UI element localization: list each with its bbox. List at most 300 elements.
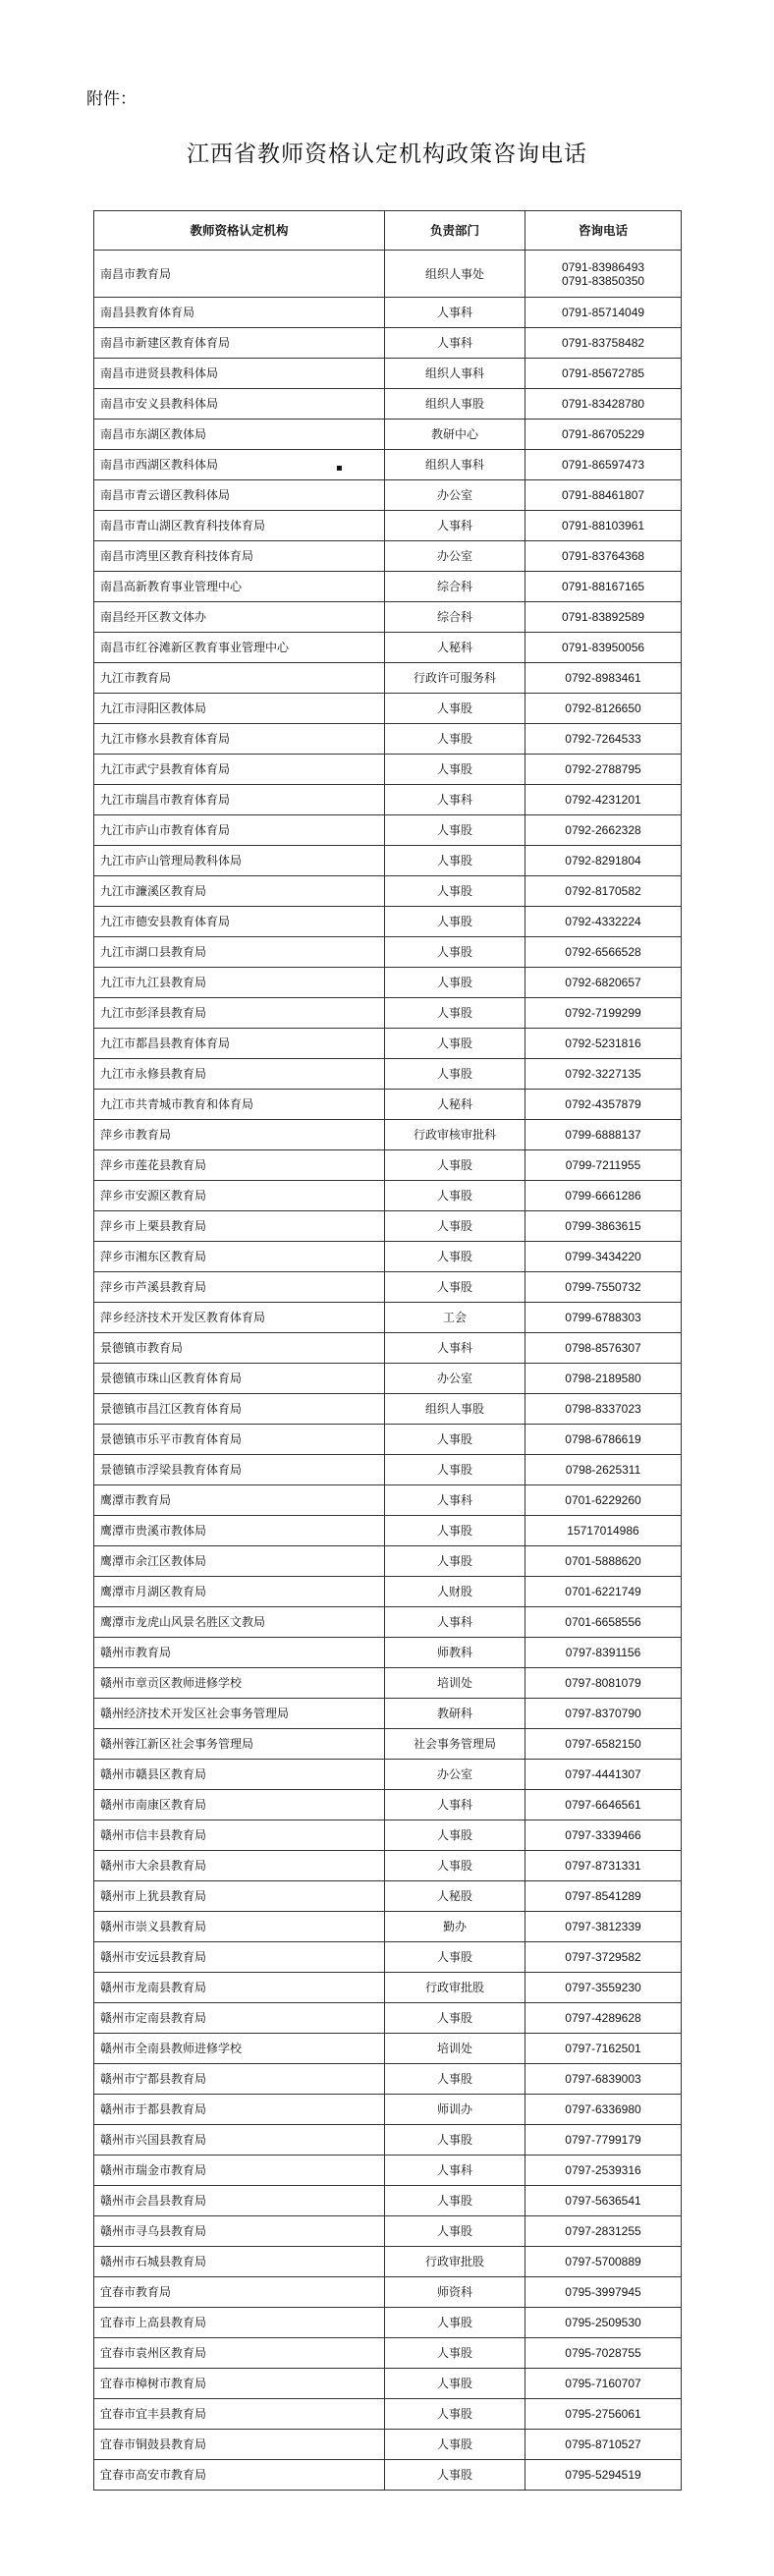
- table-row: [94, 1242, 682, 1272]
- dept-cell: 人财股: [385, 1577, 525, 1607]
- phone-cell: 0798-8576307: [525, 1333, 682, 1364]
- dept-cell: 人事股: [385, 2125, 525, 2156]
- phone-cell: 0792-6566528: [525, 937, 682, 968]
- dept-cell: 人事股: [385, 1059, 525, 1090]
- org-cell: 鹰潭市余江区教体局: [94, 1546, 385, 1577]
- dept-cell: 人事股: [385, 1516, 525, 1546]
- dept-cell: 行政许可服务科: [385, 663, 525, 694]
- phone-cell: 0797-8391156: [525, 1638, 682, 1668]
- dept-cell: 培训处: [385, 1668, 525, 1699]
- phone-cell: 0799-3863615: [525, 1211, 682, 1242]
- org-cell: 南昌市新建区教育体育局: [94, 328, 385, 359]
- table-row: [94, 1364, 682, 1394]
- phone-cell: 0797-2539316: [525, 2156, 682, 2186]
- phone-cell: 0797-2831255: [525, 2216, 682, 2247]
- dept-cell: 人事科: [385, 1790, 525, 1820]
- org-cell: 南昌市湾里区教育科技体育局: [94, 541, 385, 572]
- dept-cell: 师训办: [385, 2095, 525, 2125]
- dept-cell: 人事股: [385, 694, 525, 724]
- org-cell: 南昌经开区教文体办: [94, 602, 385, 633]
- table-row: [94, 1638, 682, 1668]
- table-row: [94, 2460, 682, 2491]
- table-row: [94, 2186, 682, 2216]
- header-dept: 负责部门: [385, 211, 525, 251]
- dept-cell: 人事科: [385, 1333, 525, 1364]
- phone-cell: 0791-83428780: [525, 389, 682, 420]
- phone-cell: 0792-8291804: [525, 846, 682, 876]
- table-row: [94, 694, 682, 724]
- table-row: [94, 328, 682, 359]
- dept-cell: 人事股: [385, 1181, 525, 1211]
- phone-cell: 0792-8126650: [525, 694, 682, 724]
- dept-cell: 社会事务管理局: [385, 1729, 525, 1760]
- dept-cell: 人秘科: [385, 1090, 525, 1120]
- table-row: [94, 1546, 682, 1577]
- org-cell: 鹰潭市龙虎山风景名胜区文教局: [94, 1607, 385, 1638]
- phone-cell: 0791-83986493 0791-83850350: [525, 251, 682, 298]
- phone-cell: 0799-7550732: [525, 1272, 682, 1303]
- org-cell: 赣州市于都县教育局: [94, 2095, 385, 2125]
- org-cell: 赣州市章贡区教师进修学校: [94, 1668, 385, 1699]
- phone-cell: 0795-7028755: [525, 2338, 682, 2369]
- phone-cell: 0792-4332224: [525, 907, 682, 937]
- table-row: [94, 1455, 682, 1485]
- phone-cell: 0797-5700889: [525, 2247, 682, 2277]
- phone-cell: 0797-7799179: [525, 2125, 682, 2156]
- phone-cell: 0797-5636541: [525, 2186, 682, 2216]
- org-cell: 赣州市寻乌县教育局: [94, 2216, 385, 2247]
- table-row: [94, 2034, 682, 2064]
- table-row: [94, 2064, 682, 2095]
- org-cell: 赣州市教育局: [94, 1638, 385, 1668]
- dept-cell: 办公室: [385, 480, 525, 511]
- phone-cell: 0792-4357879: [525, 1090, 682, 1120]
- org-cell: 赣州市瑞金市教育局: [94, 2156, 385, 2186]
- phone-cell: 0795-3997945: [525, 2277, 682, 2308]
- org-cell: 景德镇市浮梁县教育体育局: [94, 1455, 385, 1485]
- phone-cell: 0792-2788795: [525, 755, 682, 785]
- dept-cell: 人事股: [385, 937, 525, 968]
- dept-cell: 人事股: [385, 846, 525, 876]
- phone-cell: 0792-8170582: [525, 876, 682, 907]
- org-cell: 南昌市红谷滩新区教育事业管理中心: [94, 633, 385, 663]
- table-row: [94, 785, 682, 815]
- dept-cell: 人事股: [385, 2186, 525, 2216]
- org-cell: 九江市瑞昌市教育体育局: [94, 785, 385, 815]
- dept-cell: 行政审核审批科: [385, 1120, 525, 1150]
- phone-cell: 0701-6658556: [525, 1607, 682, 1638]
- table-row: [94, 2216, 682, 2247]
- phone-cell: 0799-6661286: [525, 1181, 682, 1211]
- org-cell: 赣州市上犹县教育局: [94, 1881, 385, 1912]
- dept-cell: 人事股: [385, 815, 525, 846]
- dept-cell: 培训处: [385, 2034, 525, 2064]
- org-cell: 南昌高新教育事业管理中心: [94, 572, 385, 602]
- table-row: [94, 846, 682, 876]
- table-row: [94, 2399, 682, 2430]
- org-cell: 萍乡市莲花县教育局: [94, 1150, 385, 1181]
- dept-cell: 勤办: [385, 1912, 525, 1942]
- org-cell: 赣州市信丰县教育局: [94, 1820, 385, 1851]
- table-row: [94, 2247, 682, 2277]
- dept-cell: 人事股: [385, 907, 525, 937]
- phone-cell: 0798-2625311: [525, 1455, 682, 1485]
- table-row: [94, 1059, 682, 1090]
- org-cell: 九江市永修县教育局: [94, 1059, 385, 1090]
- phone-cell: 0797-3812339: [525, 1912, 682, 1942]
- table-row: [94, 2308, 682, 2338]
- phone-cell: 0791-83950056: [525, 633, 682, 663]
- dept-cell: 办公室: [385, 541, 525, 572]
- org-cell: 赣州市赣县区教育局: [94, 1760, 385, 1790]
- dept-cell: 人事股: [385, 2369, 525, 2399]
- table-row: [94, 1029, 682, 1059]
- org-cell: 赣州市会昌县教育局: [94, 2186, 385, 2216]
- org-cell: 宜春市铜鼓县教育局: [94, 2430, 385, 2460]
- phone-cell: 0797-8731331: [525, 1851, 682, 1881]
- org-cell: 景德镇市珠山区教育体育局: [94, 1364, 385, 1394]
- contact-table: [93, 210, 682, 2491]
- org-cell: 鹰潭市月湖区教育局: [94, 1577, 385, 1607]
- table-row: [94, 298, 682, 328]
- phone-cell: 0797-8081079: [525, 1668, 682, 1699]
- table-row: [94, 1425, 682, 1455]
- org-cell: 九江市德安县教育体育局: [94, 907, 385, 937]
- table-row: [94, 480, 682, 511]
- org-cell: 南昌市东湖区教体局: [94, 420, 385, 450]
- org-cell: 萍乡市湘东区教育局: [94, 1242, 385, 1272]
- phone-cell: 0799-3434220: [525, 1242, 682, 1272]
- org-cell: 萍乡市芦溪县教育局: [94, 1272, 385, 1303]
- org-cell: 萍乡市安源区教育局: [94, 1181, 385, 1211]
- org-cell: 南昌市青云谱区教科体局: [94, 480, 385, 511]
- table-row: [94, 1577, 682, 1607]
- table-row: [94, 1516, 682, 1546]
- org-cell: 宜春市袁州区教育局: [94, 2338, 385, 2369]
- dept-cell: 人事股: [385, 1272, 525, 1303]
- dept-cell: 人事股: [385, 1242, 525, 1272]
- org-cell: 萍乡市上栗县教育局: [94, 1211, 385, 1242]
- org-cell: 赣州蓉江新区社会事务管理局: [94, 1729, 385, 1760]
- phone-cell: 0797-6839003: [525, 2064, 682, 2095]
- table-row: [94, 907, 682, 937]
- dept-cell: 师资科: [385, 2277, 525, 2308]
- org-cell: 赣州市全南县教师进修学校: [94, 2034, 385, 2064]
- org-cell: 九江市都昌县教育体育局: [94, 1029, 385, 1059]
- table-row: [94, 876, 682, 907]
- org-cell: 南昌市西湖区教科体局: [94, 450, 385, 480]
- phone-cell: 0798-8337023: [525, 1394, 682, 1425]
- phone-cell: 0797-4289628: [525, 2003, 682, 2034]
- dept-cell: 组织人事科: [385, 359, 525, 389]
- org-cell: 赣州市宁都县教育局: [94, 2064, 385, 2095]
- phone-cell: 0799-7211955: [525, 1150, 682, 1181]
- org-cell: 鹰潭市贵溪市教体局: [94, 1516, 385, 1546]
- org-cell: 南昌市青山湖区教育科技体育局: [94, 511, 385, 541]
- table-row: [94, 511, 682, 541]
- dept-cell: 教研科: [385, 1699, 525, 1729]
- org-cell: 赣州市崇义县教育局: [94, 1912, 385, 1942]
- dept-cell: 人事股: [385, 876, 525, 907]
- stray-mark: ▪: [336, 463, 343, 474]
- table-row: [94, 359, 682, 389]
- dept-cell: 人秘股: [385, 1881, 525, 1912]
- org-cell: 南昌市教育局: [94, 251, 385, 298]
- table-row: [94, 2156, 682, 2186]
- table-row: [94, 1485, 682, 1516]
- phone-cell: 0795-5294519: [525, 2460, 682, 2491]
- dept-cell: 组织人事股: [385, 1394, 525, 1425]
- phone-cell: 0792-4231201: [525, 785, 682, 815]
- dept-cell: 组织人事处: [385, 251, 525, 298]
- dept-cell: 人事股: [385, 1455, 525, 1485]
- org-cell: 九江市濂溪区教育局: [94, 876, 385, 907]
- dept-cell: 办公室: [385, 1760, 525, 1790]
- dept-cell: 人事股: [385, 2460, 525, 2491]
- phone-cell: 0797-3339466: [525, 1820, 682, 1851]
- dept-cell: 综合科: [385, 602, 525, 633]
- table-row: [94, 968, 682, 998]
- phone-cell: 0797-6582150: [525, 1729, 682, 1760]
- table-row: [94, 541, 682, 572]
- table-row: [94, 724, 682, 755]
- dept-cell: 人事股: [385, 1425, 525, 1455]
- phone-cell: 0792-6820657: [525, 968, 682, 998]
- table-row: [94, 1851, 682, 1881]
- dept-cell: 人事股: [385, 1820, 525, 1851]
- table-row: [94, 2338, 682, 2369]
- dept-cell: 人秘科: [385, 633, 525, 663]
- dept-cell: 人事股: [385, 2003, 525, 2034]
- phone-cell: 0791-88103961: [525, 511, 682, 541]
- phone-cell: 0798-6786619: [525, 1425, 682, 1455]
- org-cell: 赣州市安远县教育局: [94, 1942, 385, 1973]
- table-row: [94, 572, 682, 602]
- org-cell: 赣州经济技术开发区社会事务管理局: [94, 1699, 385, 1729]
- table-row: [94, 1333, 682, 1364]
- org-cell: 赣州市兴国县教育局: [94, 2125, 385, 2156]
- dept-cell: 人事股: [385, 1150, 525, 1181]
- org-cell: 景德镇市乐平市教育体育局: [94, 1425, 385, 1455]
- dept-cell: 组织人事股: [385, 389, 525, 420]
- table-row: [94, 1181, 682, 1211]
- header-phone: 咨询电话: [525, 211, 682, 251]
- phone-cell: 0792-2662328: [525, 815, 682, 846]
- table-row: [94, 389, 682, 420]
- phone-cell: 0797-4441307: [525, 1760, 682, 1790]
- table-row: [94, 2369, 682, 2399]
- org-cell: 赣州市大余县教育局: [94, 1851, 385, 1881]
- table-row: [94, 450, 682, 480]
- dept-cell: 综合科: [385, 572, 525, 602]
- table-row: [94, 2430, 682, 2460]
- org-cell: 景德镇市教育局: [94, 1333, 385, 1364]
- phone-cell: 0791-88167165: [525, 572, 682, 602]
- phone-cell: 15717014986: [525, 1516, 682, 1546]
- org-cell: 萍乡市教育局: [94, 1120, 385, 1150]
- table-row: [94, 251, 682, 298]
- table-row: [94, 1607, 682, 1638]
- phone-cell: 0791-86597473: [525, 450, 682, 480]
- table-row: [94, 2095, 682, 2125]
- phone-cell: 0797-7162501: [525, 2034, 682, 2064]
- table-row: [94, 633, 682, 663]
- dept-cell: 行政审批股: [385, 2247, 525, 2277]
- org-cell: 九江市修水县教育体育局: [94, 724, 385, 755]
- org-cell: 宜春市宜丰县教育局: [94, 2399, 385, 2430]
- table-row: [94, 1973, 682, 2003]
- phone-cell: 0797-3729582: [525, 1942, 682, 1973]
- phone-cell: 0797-3559230: [525, 1973, 682, 2003]
- org-cell: 九江市庐山市教育体育局: [94, 815, 385, 846]
- org-cell: 九江市庐山管理局教科体局: [94, 846, 385, 876]
- phone-cell: 0797-6336980: [525, 2095, 682, 2125]
- org-cell: 九江市湖口县教育局: [94, 937, 385, 968]
- org-cell: 九江市彭泽县教育局: [94, 998, 385, 1029]
- table-row: [94, 998, 682, 1029]
- dept-cell: 人事股: [385, 1942, 525, 1973]
- table-row: [94, 2003, 682, 2034]
- table-row: [94, 663, 682, 694]
- org-cell: 赣州市龙南县教育局: [94, 1973, 385, 2003]
- dept-cell: 人事股: [385, 2308, 525, 2338]
- dept-cell: 组织人事科: [385, 450, 525, 480]
- org-cell: 南昌市安义县教科体局: [94, 389, 385, 420]
- phone-cell: 0798-2189580: [525, 1364, 682, 1394]
- table-row: [94, 420, 682, 450]
- org-cell: 宜春市教育局: [94, 2277, 385, 2308]
- phone-cell: 0797-6646561: [525, 1790, 682, 1820]
- org-cell: 景德镇市昌江区教育体育局: [94, 1394, 385, 1425]
- org-cell: 九江市教育局: [94, 663, 385, 694]
- phone-cell: 0795-2756061: [525, 2399, 682, 2430]
- table-row: [94, 1394, 682, 1425]
- table-body: [94, 251, 682, 2491]
- dept-cell: 人事股: [385, 2338, 525, 2369]
- dept-cell: 人事股: [385, 2430, 525, 2460]
- header-org: 教师资格认定机构: [94, 211, 385, 251]
- phone-cell: 0791-85714049: [525, 298, 682, 328]
- dept-cell: 人事科: [385, 2156, 525, 2186]
- dept-cell: 人事股: [385, 2064, 525, 2095]
- table-row: [94, 1272, 682, 1303]
- org-cell: 鹰潭市教育局: [94, 1485, 385, 1516]
- table-row: [94, 937, 682, 968]
- dept-cell: 人事股: [385, 2216, 525, 2247]
- table-row: [94, 815, 682, 846]
- phone-cell: 0791-83892589: [525, 602, 682, 633]
- table-row: [94, 1090, 682, 1120]
- table-row: [94, 1942, 682, 1973]
- phone-cell: 0791-85672785: [525, 359, 682, 389]
- phone-cell: 0792-7264533: [525, 724, 682, 755]
- org-cell: 赣州市定南县教育局: [94, 2003, 385, 2034]
- table-row: [94, 2277, 682, 2308]
- dept-cell: 工会: [385, 1303, 525, 1333]
- dept-cell: 人事科: [385, 511, 525, 541]
- phone-cell: 0701-6229260: [525, 1485, 682, 1516]
- table-row: [94, 1668, 682, 1699]
- dept-cell: 人事股: [385, 1029, 525, 1059]
- org-cell: 九江市九江县教育局: [94, 968, 385, 998]
- table-row: [94, 1699, 682, 1729]
- table-row: [94, 2125, 682, 2156]
- dept-cell: 人事股: [385, 755, 525, 785]
- attachment-label: 附件：: [86, 89, 137, 109]
- table-row: [94, 602, 682, 633]
- phone-cell: 0791-83764368: [525, 541, 682, 572]
- phone-cell: 0791-86705229: [525, 420, 682, 450]
- table-row: [94, 1912, 682, 1942]
- dept-cell: 人事科: [385, 328, 525, 359]
- phone-cell: 0792-5231816: [525, 1029, 682, 1059]
- phone-cell: 0795-8710527: [525, 2430, 682, 2460]
- table-row: [94, 1820, 682, 1851]
- dept-cell: 行政审批股: [385, 1973, 525, 2003]
- org-cell: 南昌市进贤县教科体局: [94, 359, 385, 389]
- phone-cell: 0795-2509530: [525, 2308, 682, 2338]
- table-row: [94, 1150, 682, 1181]
- dept-cell: 人事股: [385, 1211, 525, 1242]
- table-row: [94, 1303, 682, 1333]
- dept-cell: 人事科: [385, 298, 525, 328]
- phone-cell: 0795-7160707: [525, 2369, 682, 2399]
- phone-cell: 0791-88461807: [525, 480, 682, 511]
- table-row: [94, 1211, 682, 1242]
- dept-cell: 人事股: [385, 1546, 525, 1577]
- org-cell: 赣州市石城县教育局: [94, 2247, 385, 2277]
- dept-cell: 人事科: [385, 1485, 525, 1516]
- phone-cell: 0792-7199299: [525, 998, 682, 1029]
- dept-cell: 人事股: [385, 1851, 525, 1881]
- dept-cell: 人事科: [385, 1607, 525, 1638]
- table-row: [94, 1881, 682, 1912]
- phone-cell: 0791-83758482: [525, 328, 682, 359]
- page-title: 江西省教师资格认定机构政策咨询电话: [187, 141, 587, 167]
- table-row: [94, 755, 682, 785]
- phone-cell: 0701-5888620: [525, 1546, 682, 1577]
- table-row: [94, 1729, 682, 1760]
- org-cell: 宜春市高安市教育局: [94, 2460, 385, 2491]
- table-row: [94, 1120, 682, 1150]
- org-cell: 九江市武宁县教育体育局: [94, 755, 385, 785]
- org-cell: 九江市浔阳区教体局: [94, 694, 385, 724]
- dept-cell: 人事股: [385, 968, 525, 998]
- org-cell: 赣州市南康区教育局: [94, 1790, 385, 1820]
- dept-cell: 人事科: [385, 785, 525, 815]
- phone-cell: 0701-6221749: [525, 1577, 682, 1607]
- org-cell: 九江市共青城市教育和体育局: [94, 1090, 385, 1120]
- org-cell: 宜春市上高县教育局: [94, 2308, 385, 2338]
- phone-cell: 0797-8541289: [525, 1881, 682, 1912]
- phone-cell: 0792-8983461: [525, 663, 682, 694]
- org-cell: 萍乡经济技术开发区教育体育局: [94, 1303, 385, 1333]
- dept-cell: 办公室: [385, 1364, 525, 1394]
- table-row: [94, 1790, 682, 1820]
- phone-cell: 0799-6888137: [525, 1120, 682, 1150]
- dept-cell: 人事股: [385, 724, 525, 755]
- dept-cell: 人事股: [385, 998, 525, 1029]
- dept-cell: 人事股: [385, 2399, 525, 2430]
- phone-cell: 0797-8370790: [525, 1699, 682, 1729]
- phone-cell: 0792-3227135: [525, 1059, 682, 1090]
- org-cell: 宜春市樟树市教育局: [94, 2369, 385, 2399]
- table-header-row: [94, 211, 682, 251]
- phone-cell: 0799-6788303: [525, 1303, 682, 1333]
- table-row: [94, 1760, 682, 1790]
- org-cell: 南昌县教育体育局: [94, 298, 385, 328]
- dept-cell: 师教科: [385, 1638, 525, 1668]
